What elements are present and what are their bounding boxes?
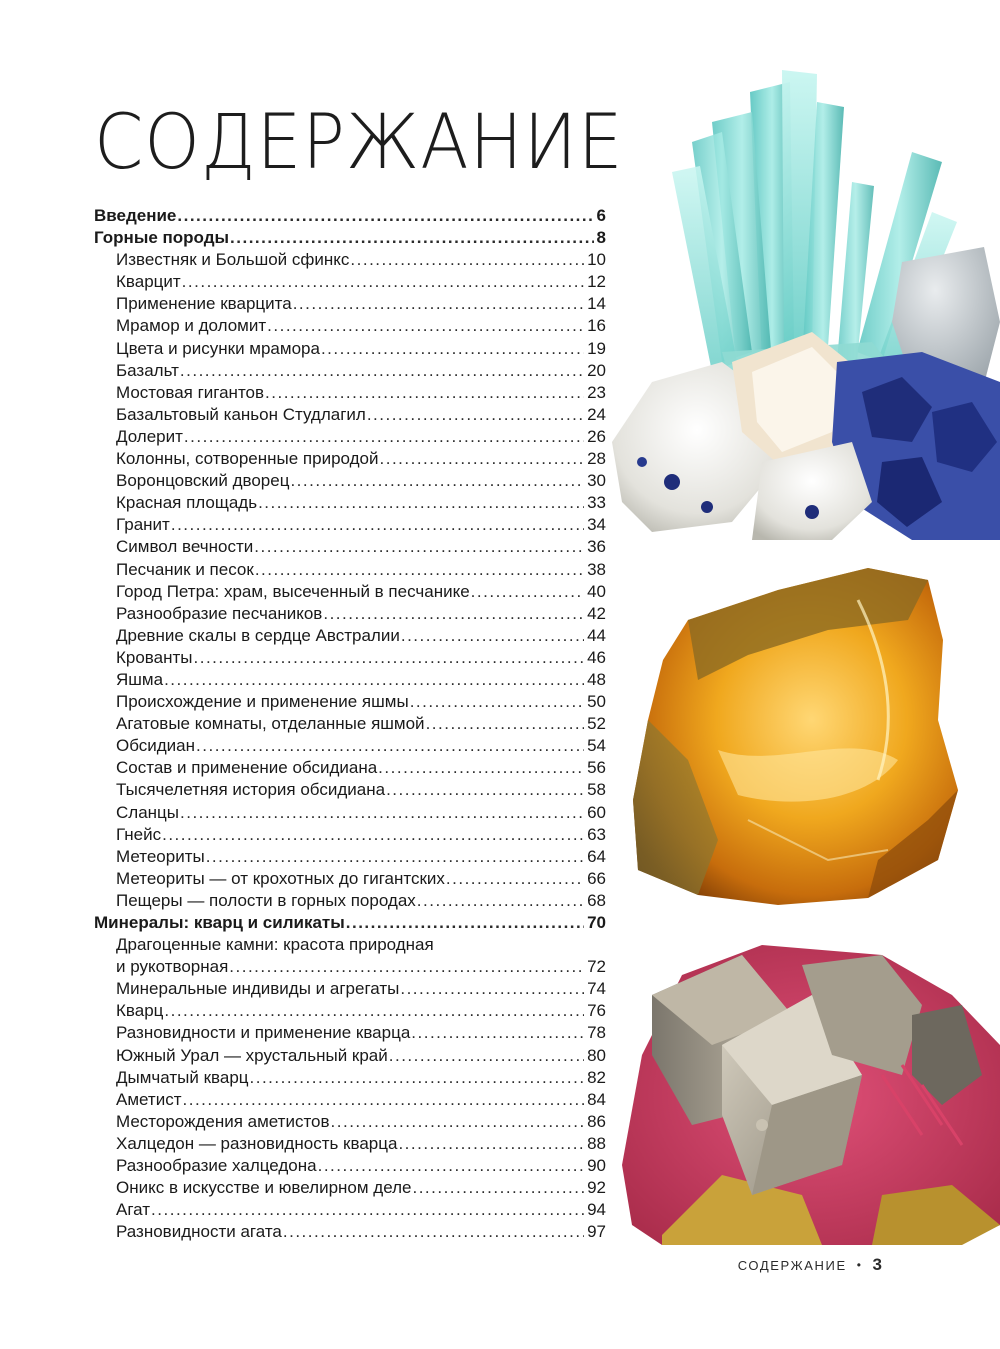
toc-entry[interactable] <box>94 978 606 1000</box>
toc-entry-title: Состав и применение обсидиана <box>116 758 378 778</box>
toc-entry-title: Метеориты — от крохотных до гигантских <box>116 868 445 888</box>
toc-entry[interactable] <box>94 669 606 691</box>
toc-entry-page: 58 <box>587 780 606 800</box>
toc-entry-title: Кварцит <box>116 272 181 292</box>
toc-entry[interactable] <box>94 757 606 779</box>
toc-entry-page: 30 <box>587 471 606 491</box>
toc-dot-leader <box>206 846 584 868</box>
toc-entry[interactable] <box>94 956 606 978</box>
toc-dot-leader <box>171 514 584 536</box>
toc-entry-page: 70 <box>587 913 606 932</box>
toc-entry[interactable] <box>94 293 606 315</box>
toc-dot-leader <box>446 868 584 890</box>
toc-entry-title: Минеральные индивиды и агрегаты <box>116 979 400 999</box>
toc-entry[interactable] <box>94 338 606 360</box>
footer-separator: • <box>856 1258 863 1272</box>
toc-entry-page: 52 <box>587 714 606 734</box>
toc-dot-leader <box>471 581 584 603</box>
toc-entry-page: 48 <box>587 669 606 689</box>
toc-entry-title: Обсидиан <box>116 736 196 756</box>
toc-dot-leader <box>386 779 584 801</box>
toc-entry[interactable] <box>94 1111 606 1133</box>
toc-dot-leader <box>151 1199 584 1221</box>
page-number: 3 <box>872 1255 882 1274</box>
toc-entry[interactable] <box>94 315 606 337</box>
toc-entry[interactable] <box>94 404 606 426</box>
toc-entry[interactable] <box>94 470 606 492</box>
toc-entry[interactable] <box>94 1000 606 1022</box>
toc-entry[interactable] <box>94 249 606 271</box>
toc-entry-title: Введение <box>94 206 177 225</box>
toc-dot-leader <box>290 470 584 492</box>
toc-entry-page: 80 <box>587 1045 606 1065</box>
toc-entry-title: Воронцовский дворец <box>116 471 290 491</box>
toc-dot-leader <box>412 1177 584 1199</box>
toc-entry[interactable] <box>94 912 606 934</box>
toc-entry[interactable] <box>94 360 606 382</box>
toc-entry-page: 10 <box>587 250 606 270</box>
page-footer <box>738 1255 882 1275</box>
amber-stone-image <box>628 560 978 910</box>
pyrite-cubes-on-red-matrix-image <box>622 935 1000 1245</box>
toc-entry[interactable] <box>94 1045 606 1067</box>
toc-dot-leader <box>255 559 584 581</box>
toc-dot-leader <box>196 735 584 757</box>
toc-entry-title: Дымчатый кварц <box>116 1067 249 1087</box>
toc-entry-title: Разновидности и применение кварца <box>116 1023 411 1043</box>
toc-entry-title: Известняк и Большой сфинкс <box>116 250 350 270</box>
table-of-contents <box>94 205 606 1243</box>
toc-entry[interactable] <box>94 713 606 735</box>
toc-entry[interactable] <box>94 1177 606 1199</box>
toc-entry-title: Оникс в искусстве и ювелирном деле <box>116 1178 412 1198</box>
toc-entry-page: 56 <box>587 758 606 778</box>
toc-dot-leader <box>401 625 584 647</box>
toc-entry[interactable] <box>94 448 606 470</box>
toc-entry[interactable] <box>94 1221 606 1243</box>
toc-entry[interactable] <box>94 1067 606 1089</box>
toc-entry-title: Красная площадь <box>116 493 258 513</box>
toc-entry-title: Тысячелетняя история обсидиана <box>116 780 386 800</box>
toc-entry-page: 28 <box>587 449 606 469</box>
toc-entry-title: Драгоценные камни: красота природная <box>116 935 434 955</box>
toc-entry[interactable] <box>94 934 606 956</box>
toc-entry[interactable] <box>94 890 606 912</box>
toc-dot-leader <box>323 603 584 625</box>
toc-entry-page: 44 <box>587 625 606 645</box>
toc-entry[interactable] <box>94 205 606 227</box>
toc-dot-leader <box>367 404 584 426</box>
toc-entry-title: Мрамор и доломит <box>116 316 267 336</box>
toc-entry[interactable] <box>94 559 606 581</box>
toc-entry-title: Крованты <box>116 647 193 667</box>
toc-dot-leader <box>331 1111 585 1133</box>
toc-entry[interactable] <box>94 868 606 890</box>
toc-entry-title: Применение кварцита <box>116 294 292 314</box>
toc-entry-page: 84 <box>587 1089 606 1109</box>
toc-entry-page: 40 <box>587 581 606 601</box>
toc-entry-page: 12 <box>587 272 606 292</box>
toc-dot-leader <box>410 691 584 713</box>
toc-dot-leader <box>162 824 584 846</box>
toc-entry[interactable] <box>94 691 606 713</box>
toc-entry-title: Символ вечности <box>116 537 254 557</box>
toc-entry-page: 92 <box>587 1178 606 1198</box>
toc-entry-page: 74 <box>587 979 606 999</box>
toc-entry[interactable] <box>94 227 606 249</box>
toc-dot-leader <box>180 360 584 382</box>
toc-dot-leader <box>184 426 584 448</box>
toc-entry-page: 82 <box>587 1067 606 1087</box>
toc-entry-page: 78 <box>587 1023 606 1043</box>
toc-entry-page: 50 <box>587 692 606 712</box>
toc-dot-leader <box>267 315 584 337</box>
toc-entry-title: Аметист <box>116 1089 182 1109</box>
toc-entry[interactable] <box>94 846 606 868</box>
toc-entry-page: 90 <box>587 1156 606 1176</box>
toc-entry-title: Метеориты <box>116 846 205 866</box>
toc-entry-page: 8 <box>596 228 606 248</box>
toc-entry-page: 94 <box>587 1200 606 1220</box>
toc-entry-page: 60 <box>587 802 606 822</box>
toc-entry-page: 42 <box>587 603 606 623</box>
toc-entry[interactable] <box>94 492 606 514</box>
toc-dot-leader <box>378 757 584 779</box>
toc-entry-title: Цвета и рисунки мрамора <box>116 338 320 358</box>
toc-entry[interactable] <box>94 779 606 801</box>
toc-dot-leader <box>258 492 584 514</box>
toc-entry-page: 23 <box>587 382 606 402</box>
toc-entry-title: Агатовые комнаты, отделанные яшмой <box>116 714 425 734</box>
toc-entry-title: Гнейс <box>116 824 162 844</box>
toc-dot-leader <box>182 271 584 293</box>
toc-dot-leader <box>400 978 584 1000</box>
toc-entry-title: Халцедон — разновидность кварца <box>116 1133 398 1153</box>
toc-entry-title: Долерит <box>116 426 183 446</box>
toc-entry[interactable] <box>94 581 606 603</box>
toc-entry-title: Гранит <box>116 515 170 535</box>
toc-entry-page: 54 <box>587 736 606 756</box>
toc-entry-title: Месторождения аметистов <box>116 1111 330 1131</box>
toc-entry-page: 16 <box>587 316 606 336</box>
toc-dot-leader <box>164 1000 584 1022</box>
toc-entry[interactable] <box>94 802 606 824</box>
toc-entry-page: 38 <box>587 559 606 579</box>
toc-entry-title: Минералы: кварц и силикаты <box>94 913 345 932</box>
toc-entry-title: Происхождение и применение яшмы <box>116 692 409 712</box>
toc-dot-leader <box>183 1089 585 1111</box>
toc-entry-page: 20 <box>587 360 606 380</box>
toc-entry-title: Агат <box>116 1200 151 1220</box>
toc-entry-title: Базальт <box>116 360 179 380</box>
toc-dot-leader <box>346 912 584 934</box>
toc-entry-page: 97 <box>587 1222 606 1242</box>
toc-dot-leader <box>250 1067 585 1089</box>
toc-entry[interactable] <box>94 1155 606 1177</box>
toc-entry-title: Базальтовый каньон Студлагил <box>116 404 366 424</box>
toc-entry[interactable] <box>94 426 606 448</box>
toc-dot-leader <box>177 205 593 227</box>
toc-dot-leader <box>283 1221 584 1243</box>
toc-entry-title: и рукотворная <box>116 957 229 977</box>
toc-entry-title: Мостовая гигантов <box>116 382 265 402</box>
toc-entry-title: Разновидности агата <box>116 1222 282 1242</box>
toc-entry-page: 46 <box>587 647 606 667</box>
toc-entry-page: 24 <box>587 404 606 424</box>
toc-dot-leader <box>180 802 584 824</box>
toc-entry-title: Сланцы <box>116 802 179 822</box>
toc-dot-leader <box>318 1155 584 1177</box>
toc-dot-leader <box>426 713 585 735</box>
toc-entry-title: Южный Урал — хрустальный край <box>116 1045 388 1065</box>
toc-dot-leader <box>411 1022 584 1044</box>
toc-dot-leader <box>293 293 584 315</box>
toc-entry-page: 72 <box>587 957 606 977</box>
toc-entry[interactable] <box>94 735 606 757</box>
toc-dot-leader <box>389 1045 584 1067</box>
toc-entry-page: 26 <box>587 426 606 446</box>
toc-entry-page: 63 <box>587 824 606 844</box>
toc-entry[interactable] <box>94 271 606 293</box>
footer-section-label: СОДЕРЖАНИЕ <box>737 1257 847 1273</box>
toc-entry-page: 14 <box>587 294 606 314</box>
toc-entry-page: 34 <box>587 515 606 535</box>
toc-entry-title: Песчаник и песок <box>116 559 254 579</box>
toc-entry-page: 64 <box>587 846 606 866</box>
toc-dot-leader <box>265 382 584 404</box>
aquamarine-crystal-cluster-image <box>612 62 1000 540</box>
toc-entry-title: Яшма <box>116 669 164 689</box>
toc-dot-leader <box>254 536 584 558</box>
toc-entry[interactable] <box>94 1199 606 1221</box>
toc-entry-title: Горные породы <box>94 228 230 248</box>
toc-entry[interactable] <box>94 1022 606 1044</box>
toc-entry[interactable] <box>94 1089 606 1111</box>
toc-entry-title: Разнообразие песчаников <box>116 603 323 623</box>
toc-entry-page: 36 <box>587 537 606 557</box>
toc-entry[interactable] <box>94 603 606 625</box>
toc-dot-leader <box>380 448 585 470</box>
toc-dot-leader <box>230 227 594 249</box>
toc-entry[interactable] <box>94 514 606 536</box>
toc-entry-title: Разнообразие халцедона <box>116 1156 317 1176</box>
toc-entry-title: Город Петра: храм, высеченный в песчанике <box>116 581 470 601</box>
toc-dot-leader <box>350 249 584 271</box>
toc-dot-leader <box>398 1133 584 1155</box>
toc-entry-page: 68 <box>587 890 606 910</box>
toc-entry[interactable] <box>94 382 606 404</box>
toc-dot-leader <box>321 338 584 360</box>
toc-dot-leader <box>417 890 584 912</box>
toc-entry-page: 19 <box>587 338 606 358</box>
toc-entry[interactable] <box>94 647 606 669</box>
toc-entry-page: 88 <box>587 1133 606 1153</box>
toc-dot-leader <box>194 647 585 669</box>
toc-entry-title: Пещеры — полости в горных породах <box>116 890 416 910</box>
toc-entry-page: 66 <box>587 868 606 888</box>
toc-entry-title: Кварц <box>116 1001 164 1021</box>
toc-entry-page: 6 <box>596 206 606 225</box>
toc-entry[interactable] <box>94 625 606 647</box>
toc-entry-title: Колонны, сотворенные природой <box>116 449 379 469</box>
toc-entry-page: 86 <box>587 1111 606 1131</box>
toc-entry-page: 33 <box>587 493 606 513</box>
toc-entry[interactable] <box>94 536 606 558</box>
toc-entry[interactable] <box>94 824 606 846</box>
toc-entry-title: Древние скалы в сердце Австралии <box>116 625 400 645</box>
toc-entry[interactable] <box>94 1133 606 1155</box>
toc-dot-leader <box>229 956 584 978</box>
page-title: СОДЕРЖАНИЕ <box>94 97 624 186</box>
toc-dot-leader <box>164 669 584 691</box>
toc-entry-page: 76 <box>587 1001 606 1021</box>
